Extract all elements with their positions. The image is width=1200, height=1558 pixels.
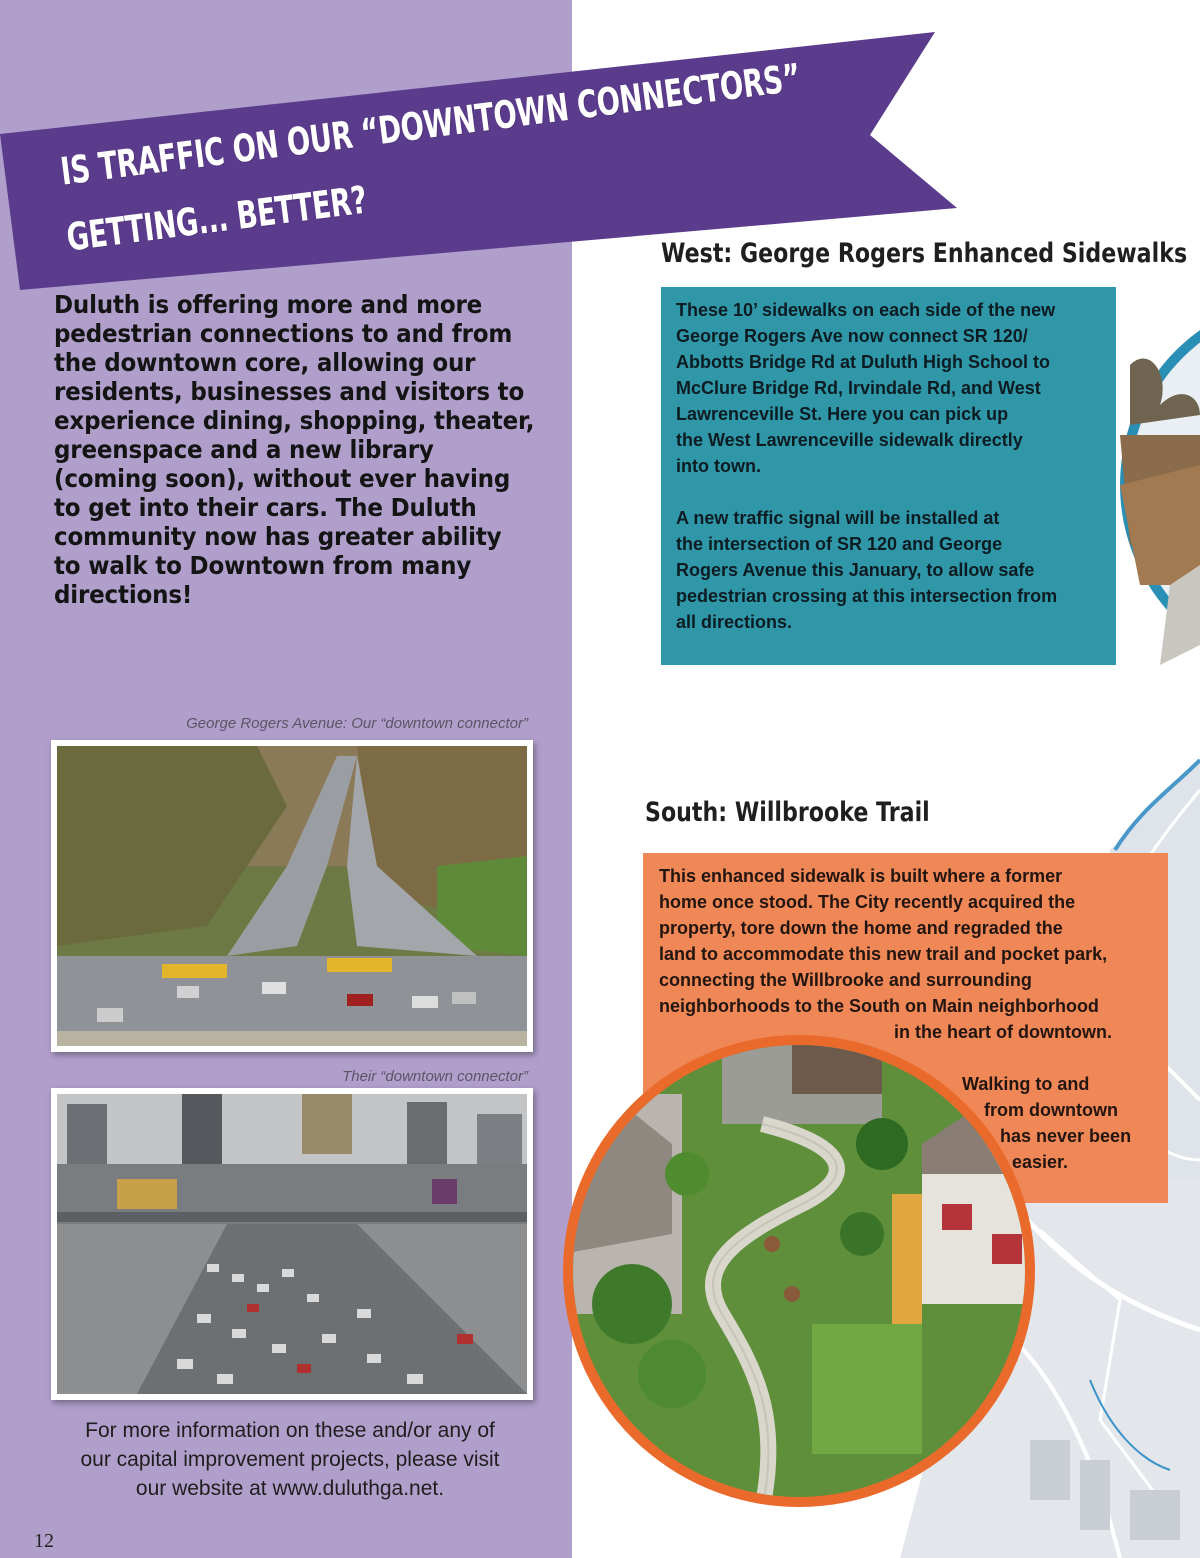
west-line: all directions. [676, 612, 793, 632]
west-line: pedestrian crossing at this intersection from [676, 586, 1058, 606]
intro-line: to walk to Downtown from many [54, 551, 472, 580]
west-line: These 10’ sidewalks on each side of the new [676, 300, 1056, 320]
south-line: connecting the Willbrooke and surrounding [659, 970, 1032, 990]
intro-line: to get into their cars. The Duluth [54, 493, 477, 522]
south-line: neighborhoods to the South on Main neighborhood [659, 996, 1099, 1016]
south-line: land to accommodate this new trail and pocket park, [659, 944, 1108, 964]
walking-line: easier. [1012, 1152, 1069, 1172]
highway-traffic-photo [51, 1088, 533, 1400]
footer-line: our capital improvement projects, please visit [80, 1448, 500, 1471]
west-line: A new traffic signal will be installed at [676, 508, 1000, 528]
west-heading: West: George Rogers Enhanced Sidewalks [661, 238, 1188, 269]
banner-title-line1: IS TRAFFIC ON OUR “DOWNTOWN CONNECTORS” [58, 55, 803, 194]
south-line: property, tore down the home and regraded the [659, 918, 1063, 938]
intro-paragraph [54, 290, 535, 609]
banner-title-line2: GETTING... BETTER? [64, 177, 370, 260]
west-line: George Rogers Ave now connect SR 120/ [676, 326, 1028, 346]
south-line: This enhanced sidewalk is built where a former [659, 866, 1063, 886]
west-line: Rogers Avenue this January, to allow safe [676, 560, 1035, 580]
west-line: the intersection of SR 120 and George [676, 534, 1003, 554]
south-info-text [659, 863, 1149, 1045]
footer-info-text [40, 1416, 540, 1503]
south-heading: South: Willbrooke Trail [645, 797, 930, 828]
page-number: 12 [34, 1530, 54, 1552]
photo-caption-1: George Rogers Avenue: Our “downtown connector” [186, 715, 528, 732]
intro-line: greenspace and a new library [54, 435, 434, 464]
intro-line: (coming soon), without ever having [54, 464, 511, 493]
walking-callout [962, 1071, 1162, 1175]
footer-line: For more information on these and/or any of [85, 1419, 495, 1442]
walking-line: from downtown [984, 1100, 1118, 1120]
walking-line: Walking to and [962, 1074, 1090, 1094]
west-line: Abbotts Bridge Rd at Duluth High School to [676, 352, 1050, 372]
intro-line: community now has greater ability [54, 522, 502, 551]
walking-line: has never been [1000, 1126, 1132, 1146]
intro-line: Duluth is offering more and more [54, 290, 483, 319]
west-line: the West Lawrenceville sidewalk directly [676, 430, 1023, 450]
intro-line: the downtown core, allowing our [54, 348, 476, 377]
west-line: McClure Bridge Rd, Irvindale Rd, and West [676, 378, 1041, 398]
road-aerial-photo [51, 740, 533, 1052]
west-line: Lawrenceville St. Here you can pick up [676, 404, 1009, 424]
intro-line: directions! [54, 580, 193, 609]
west-info-text [676, 297, 1106, 661]
south-line: in the heart of downtown. [894, 1022, 1112, 1042]
south-line: home once stood. The City recently acquired the [659, 892, 1076, 912]
west-line: into town. [676, 456, 761, 476]
photo-caption-2: Their “downtown connector” [342, 1068, 528, 1085]
footer-line: our website at www.duluthga.net. [135, 1477, 445, 1500]
intro-line: residents, businesses and visitors to [54, 377, 525, 406]
intro-line: experience dining, shopping, theater, [54, 406, 535, 435]
intro-line: pedestrian connections to and from [54, 319, 513, 348]
